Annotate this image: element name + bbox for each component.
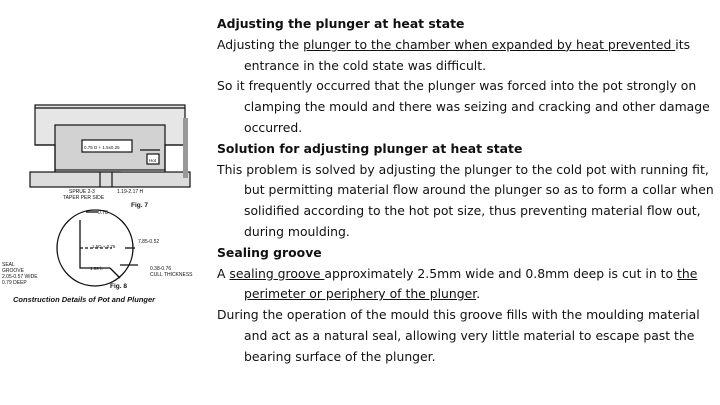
cull-label-2: CULL THICKNESS (150, 272, 193, 278)
seal-groove-label-3: 2.05-0.57 WIDE (2, 274, 38, 280)
seal-groove-label-2: GROOVE (2, 268, 24, 274)
fig7-taper: TAPER PER SIDE (63, 195, 105, 201)
fig7-dim-right: 1.19-2.17 H (117, 189, 144, 195)
fig7-caption: Fig. 7 (131, 202, 148, 209)
fig8-dim-r: 1.5D + 0.76 (92, 244, 116, 249)
fig8-dim-078: 0.78 (98, 210, 108, 216)
paragraph-adjusting: Adjusting the plunger to the chamber when expanded by heat prevented its entrance in the cold state was difficult. (217, 36, 691, 73)
figure-caption: Construction Details of Pot and Plunger (13, 295, 156, 304)
construction-drawing (0, 0, 215, 405)
fig8-caption: Fig. 8 (110, 283, 127, 290)
cull-label-1: 0.38-0.76 (150, 266, 172, 272)
seal-groove-label-1: SEAL (2, 262, 15, 268)
fig8-dim-w: 1.59 h (90, 266, 103, 271)
paragraph-solution: This problem is solved by adjusting the plunger to the cold pot with running fit, but permitting material flow around the plunger so as to form a collar when solidified according to the hot pot size, thus preventing material flow out, during moulding. (217, 161, 714, 239)
fig7-sprue: SPRUE 2-3 (69, 189, 95, 195)
paragraph-operation: During the operation of the mould this groove fills with the moulding material and act as a natural seal, allowing very little material to escape past the bearing surface of the plunger. (217, 307, 700, 364)
fig8-dim-052: 7.85-0.52 (138, 239, 160, 245)
heading-sealing-groove: Sealing groove (217, 244, 322, 260)
pot-plunger-figure (0, 0, 215, 405)
seal-groove-label-4: 0.79 DEEP (2, 280, 27, 286)
paragraph-sealing-groove: A sealing groove approximately 2.5mm wide and 0.8mm deep is cut in to the perimeter or periphery of the plunger. (217, 265, 698, 302)
lecture-text (217, 14, 717, 368)
paragraph-seizing: So it frequently occurred that the plunger was forced into the pot strongly on clamping the mould and there was seizing and cracking and other damage occurred. (217, 78, 710, 135)
fig7-vertical-label: Hot (149, 158, 157, 163)
heading-solution: Solution for adjusting plunger at heat state (217, 140, 523, 156)
heading-adjusting-plunger: Adjusting the plunger at heat state (217, 16, 465, 31)
fig7-top-dim: 0.75 D + 1.5x0.25 (84, 145, 120, 150)
